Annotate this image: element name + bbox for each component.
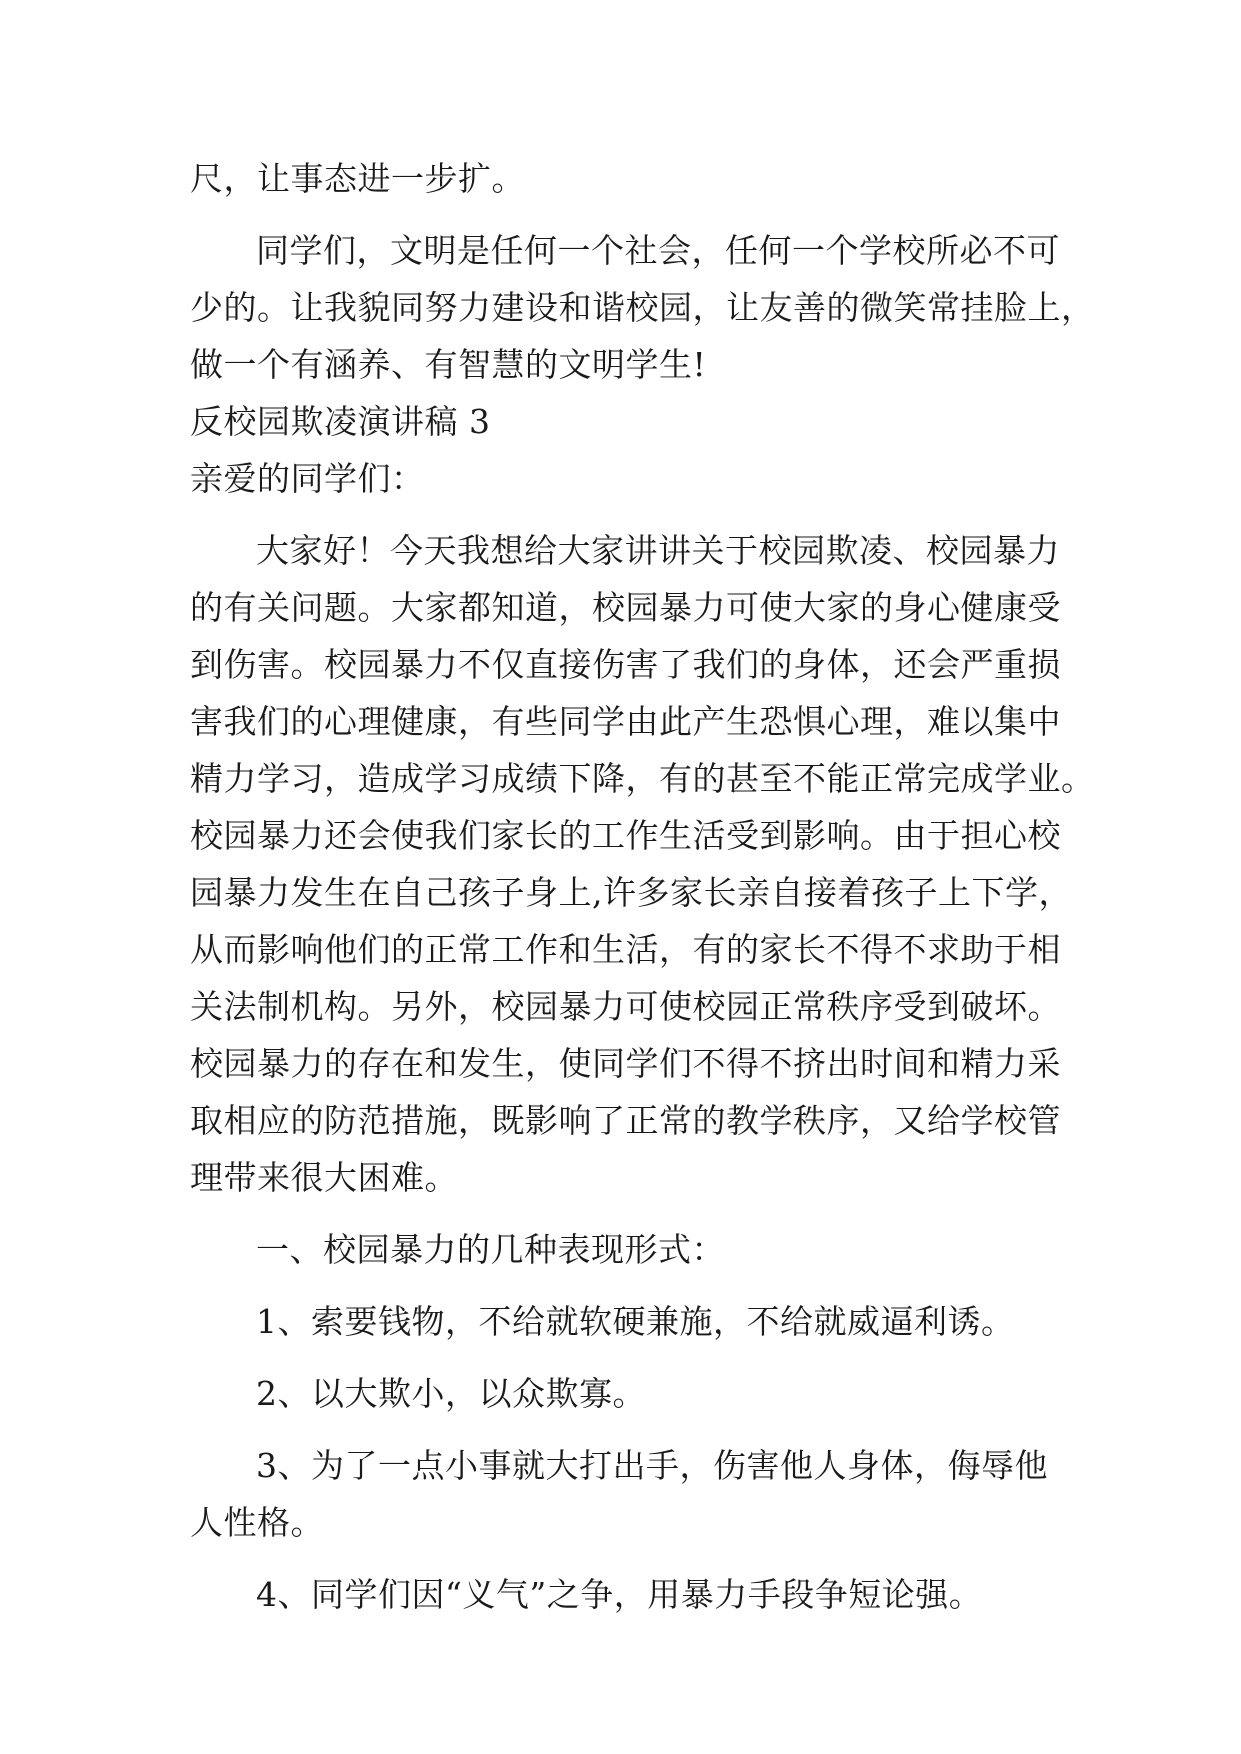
list-item: 4、同学们因“义气”之争，用暴力手段争短论强。 [256, 1575, 983, 1614]
list-item: 2、以大欺小，以众欺寡。 [256, 1374, 646, 1413]
text-line: 校园暴力还会使我们家长的工作生活受到影响。由于担心校 [190, 816, 1061, 855]
text-line: 从而影响他们的正常工作和生活，有的家长不得不求助于相 [190, 930, 1061, 969]
paragraph-start: 大家好！今天我想给大家讲讲关于校园欺凌、校园暴力 [256, 531, 1060, 570]
text-line: 做一个有涵养、有智慧的文明学生! [190, 345, 707, 384]
text-line: 理带来很大困难。 [190, 1158, 458, 1197]
salutation: 亲爱的同学们： [190, 459, 425, 498]
text-line: 害我们的心理健康，有些同学由此产生恐惧心理，难以集中 [190, 702, 1061, 741]
text-line: 人性格。 [190, 1503, 324, 1542]
text-line: 尺，让事态进一步扩。 [190, 159, 525, 198]
text-line: 精力学习，造成学习成绩下降，有的甚至不能正常完成学业。 [190, 759, 1095, 798]
list-item: 1、索要钱物，不给就软硬兼施，不给就威逼利诱。 [256, 1302, 1015, 1341]
list-item: 3、为了一点小事就大打出手，伤害他人身体，侮辱他 [256, 1446, 1048, 1485]
text-line: 取相应的防范措施，既影响了正常的教学秩序，又给学校管 [190, 1101, 1061, 1140]
document-body [190, 150, 1095, 1623]
text-line: 园暴力发生在自己孩子身上,许多家长亲自接着孩子上下学， [190, 873, 1072, 912]
section-title: 反校园欺凌演讲稿 3 [190, 402, 491, 441]
text-line: 少的。让我貌同努力建设和谐校园，让友善的微笑常挂脸上， [190, 288, 1095, 327]
text-line: 到伤害。校园暴力不仅直接伤害了我们的身体，还会严重损 [190, 645, 1061, 684]
text-line: 的有关问题。大家都知道，校园暴力可使大家的身心健康受 [190, 588, 1061, 627]
list-heading: 一、校园暴力的几种表现形式： [256, 1230, 725, 1269]
paragraph-start: 同学们，文明是任何一个社会，任何一个学校所必不可 [256, 231, 1060, 270]
text-line: 关法制机构。另外，校园暴力可使校园正常秩序受到破坏。 [190, 987, 1061, 1026]
text-line: 校园暴力的存在和发生，使同学们不得不挤出时间和精力采 [190, 1044, 1061, 1083]
